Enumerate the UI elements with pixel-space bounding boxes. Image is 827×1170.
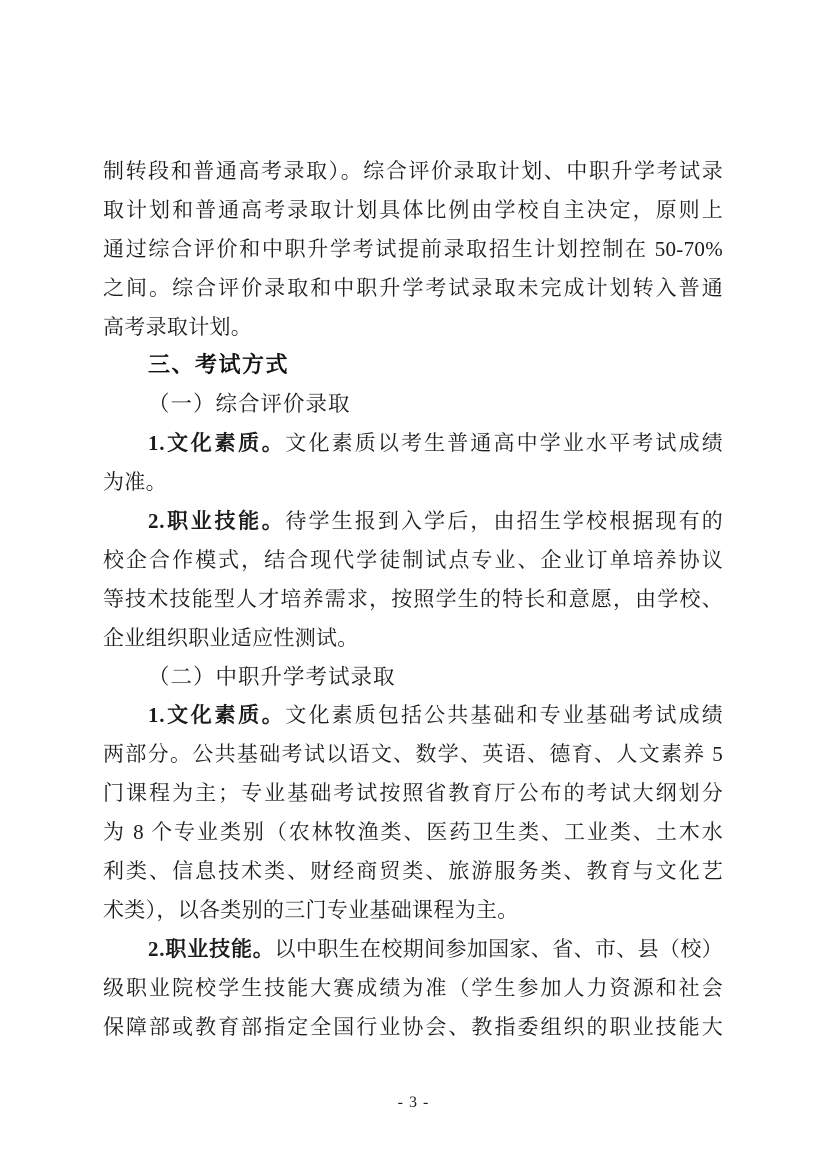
text-line-body (103, 813, 723, 852)
text-line-body (103, 735, 723, 774)
runin-bold-label: 2.职业技能。 (148, 509, 286, 534)
text-line-subheading (103, 385, 723, 424)
text-line-body (103, 152, 723, 191)
line-text: （二）中职升学考试录取 (148, 664, 396, 689)
text-line-body (103, 930, 723, 969)
line-text: 文化素质包括公共基础和专业基础考试成绩 (285, 703, 723, 728)
line-text: 取计划和普通高考录取计划具体比例由学校自主决定，原则上 (103, 197, 723, 222)
text-line-body (103, 696, 723, 735)
line-text: 三、考试方式 (148, 352, 290, 378)
text-line-body (103, 619, 723, 658)
text-line-body (103, 502, 723, 541)
text-line-body (103, 580, 723, 619)
text-line-body (103, 774, 723, 813)
line-text: 级职业院校学生技能大赛成绩为准（学生参加人力资源和社会 (103, 975, 723, 1000)
text-line-body (103, 1008, 723, 1047)
text-line-body (103, 308, 723, 347)
text-line-subheading (103, 658, 723, 697)
text-line-body (103, 541, 723, 580)
document-body (103, 152, 723, 1046)
runin-bold-label: 1.文化素质。 (148, 431, 286, 456)
text-line-body (103, 269, 723, 308)
text-line-body (103, 230, 723, 269)
line-text: 之间。综合评价录取和中职升学考试录取未完成计划转入普通 (103, 275, 723, 300)
text-line-body (103, 424, 723, 463)
text-line-body (103, 969, 723, 1008)
line-text: （一）综合评价录取 (148, 392, 351, 417)
line-text: 等技术技能型人才培养需求，按照学生的特长和意愿，由学校、 (103, 586, 723, 611)
line-text: 为准。 (103, 470, 167, 495)
line-text: 保障部或教育部指定全国行业协会、教指委组织的职业技能大 (103, 1014, 723, 1039)
line-text: 利类、信息技术类、财经商贸类、旅游服务类、教育与文化艺 (103, 859, 723, 884)
line-text: 以中职生在校期间参加国家、省、市、县（校） (274, 936, 723, 961)
line-text: 企业组织职业适应性测试。 (103, 625, 359, 650)
text-line-body (103, 191, 723, 230)
line-text: 两部分。公共基础考试以语文、数学、英语、德育、人文素养 5 (103, 742, 723, 767)
line-text: 待学生报到入学后，由招生学校根据现有的 (285, 509, 723, 534)
line-text: 门课程为主；专业基础考试按照省教育厅公布的考试大纲划分 (103, 781, 723, 806)
line-text: 高考录取计划。 (103, 314, 253, 339)
text-line-body (103, 852, 723, 891)
runin-bold-label: 1.文化素质。 (148, 703, 286, 728)
line-text: 为 8 个专业类别（农林牧渔类、医药卫生类、工业类、土木水 (103, 820, 723, 845)
line-text: 通过综合评价和中职升学考试提前录取招生计划控制在 50-70% (103, 236, 723, 261)
text-line-body (103, 891, 723, 930)
page-number: - 3 - (397, 1094, 430, 1111)
text-line-body (103, 463, 723, 502)
line-text: 制转段和普通高考录取）。综合评价录取计划、中职升学考试录 (103, 159, 723, 183)
line-text: 文化素质以考生普通高中学业水平考试成绩 (285, 431, 723, 456)
line-text: 术类），以各类别的三门专业基础课程为主。 (103, 897, 519, 922)
line-text: 校企合作模式，结合现代学徒制试点专业、企业订单培养协议 (103, 547, 723, 572)
text-line-heading (103, 346, 723, 385)
runin-bold-label: 2.职业技能。 (148, 936, 275, 961)
